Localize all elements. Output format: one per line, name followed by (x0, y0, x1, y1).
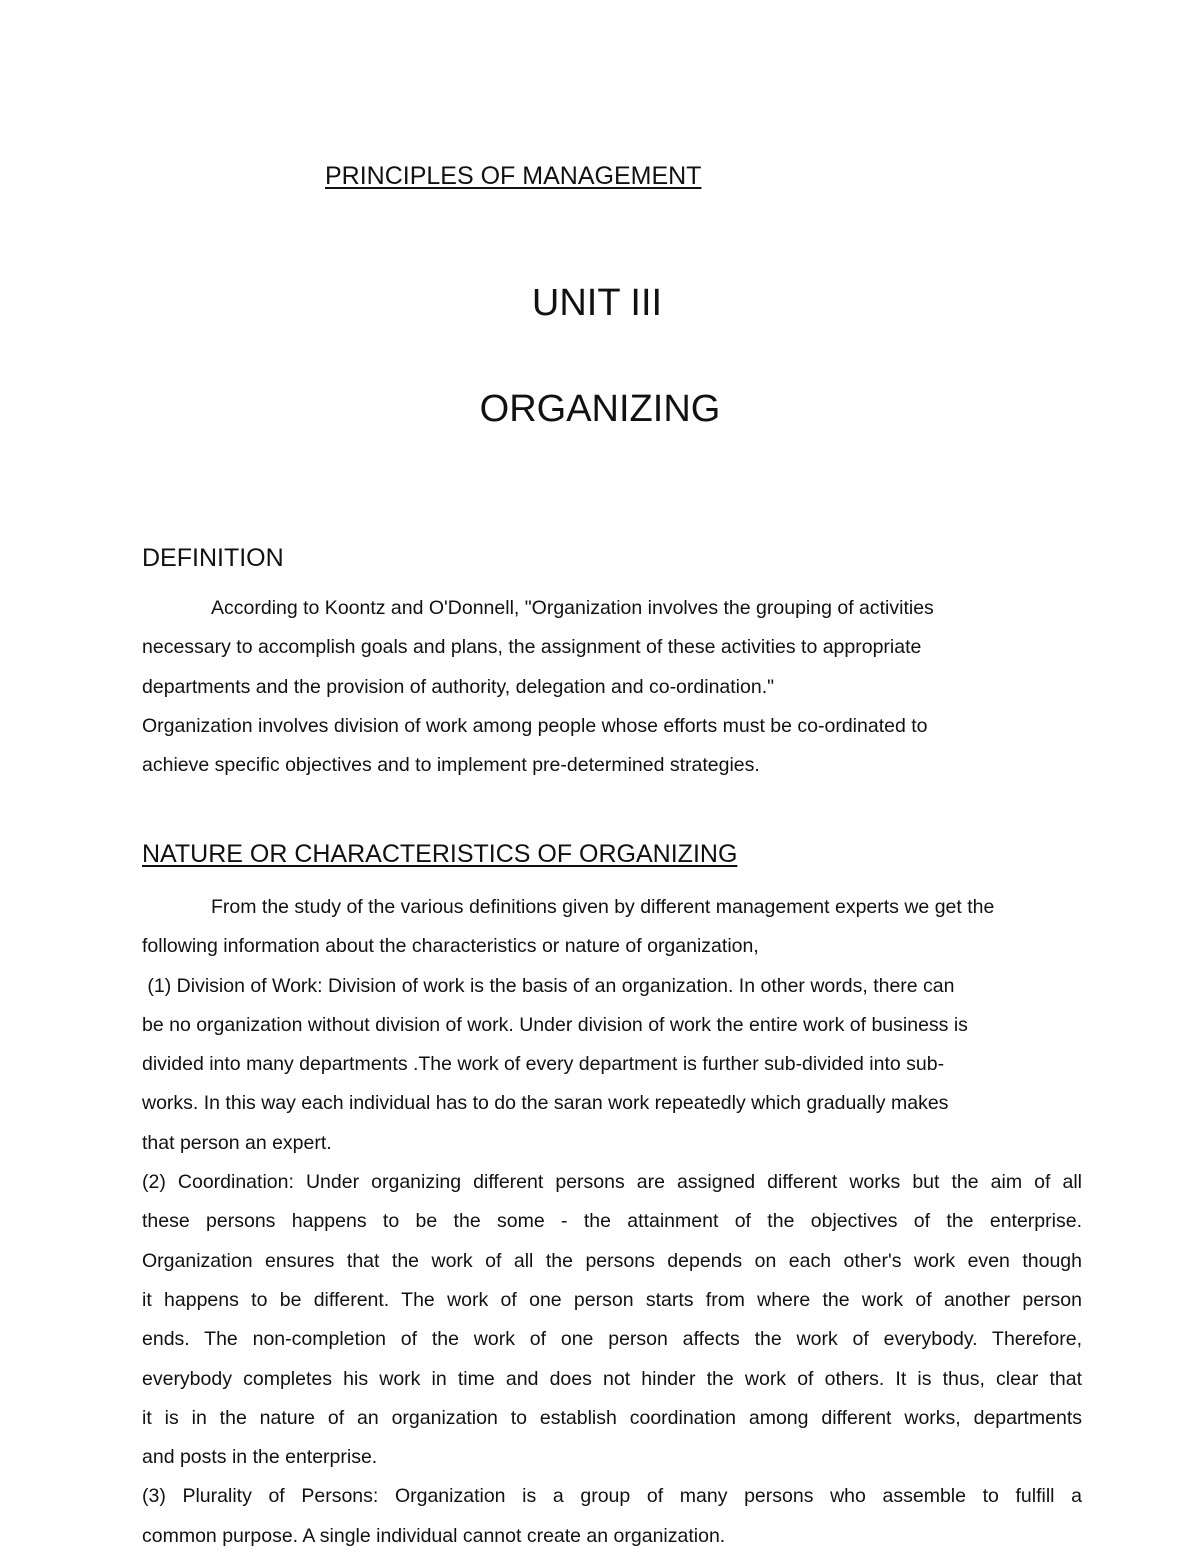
nature-line: following information about the characteristics or nature of organization, (142, 935, 759, 958)
unit-title-text: UNIT III (531, 282, 663, 324)
nature-line: and posts in the enterprise. (142, 1446, 378, 1469)
nature-line: divided into many departments .The work of every department is further sub-divided into sub- (142, 1053, 945, 1076)
definition-body (142, 589, 1082, 785)
nature-line: Organization ensures that the work of all the persons depends on each other's work even though (142, 1249, 1082, 1272)
definition-line: achieve specific objectives and to implement pre-determined strategies. (142, 754, 760, 777)
nature-body (142, 888, 1082, 1556)
nature-line: that person an expert. (142, 1131, 332, 1154)
document-title: PRINCIPLES OF MANAGEMENT (325, 162, 702, 190)
nature-line: ends. The non-completion of the work of one person affects the work of everybody. Therefore, (142, 1328, 1082, 1351)
definition-line: departments and the provision of authority, delegation and co-ordination." (142, 675, 775, 698)
definition-line: necessary to accomplish goals and plans, the assignment of these activities to appropriate (142, 636, 922, 659)
definition-line: According to Koontz and O'Donnell, "Organization involves the grouping of activities (211, 597, 934, 619)
nature-line: (2) Coordination: Under organizing different persons are assigned different works but the aim of all (142, 1171, 1082, 1194)
nature-line: (1) Division of Work: Division of work is the basis of an organization. In other words, there can (142, 974, 955, 997)
definition-heading: DEFINITION (142, 544, 284, 572)
nature-line: works. In this way each individual has to do the saran work repeatedly which gradually makes (142, 1092, 949, 1115)
nature-line: everybody completes his work in time and does not hinder the work of others. It is thus, clear that (142, 1367, 1082, 1390)
nature-line: From the study of the various definitions given by different management experts we get the (211, 896, 995, 918)
nature-line: it happens to be different. The work of one person starts from where the work of another person (142, 1288, 1082, 1311)
definition-line: Organization involves division of work among people whose efforts must be co-ordinated to (142, 714, 928, 737)
nature-line: it is in the nature of an organization to establish coordination among different works, departments (142, 1406, 1082, 1429)
nature-heading: NATURE OR CHARACTERISTICS OF ORGANIZING (142, 840, 738, 868)
nature-line: these persons happens to be the some - the attainment of the objectives of the enterprise. (142, 1210, 1082, 1233)
nature-line: (3) Plurality of Persons: Organization is a group of many persons who assemble to fulfill a (142, 1485, 1082, 1508)
topic-title: ORGANIZING (479, 388, 721, 430)
unit-title (0, 282, 1200, 325)
nature-line: be no organization without division of work. Under division of work the entire work of business is (142, 1013, 968, 1036)
nature-line: common purpose. A single individual cannot create an organization. (142, 1524, 726, 1547)
